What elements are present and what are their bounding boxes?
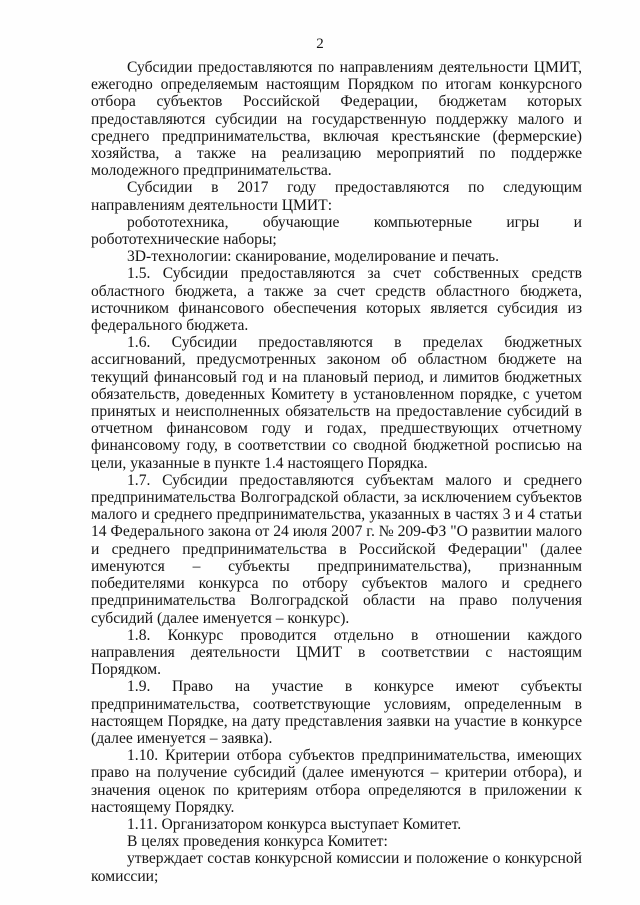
paragraph-commission-approval: утверждает состав конкурсной комиссии и положение о конкурсной комиссии; [91,850,582,885]
paragraph-2017-directions: Субсидии в 2017 году предоставляются по следующим направлениям деятельности ЦМИТ: [91,179,582,214]
paragraph-1-8: 1.8. Конкурс проводится отдельно в отношении каждого направления деятельности ЦМИТ в соответствии с настоящим Порядком. [91,626,582,679]
paragraph-1-10: 1.10. Критерии отбора субъектов предпринимательства, имеющих право на получение субсидий (далее именуются – критерии отбора), и значения оценок по критериям отбора определяются в приложении к настоящему Порядку. [91,747,582,816]
paragraph-1-9: 1.9. Право на участие в конкурсе имеют субъекты предпринимательства, соответствующие условиям, определенным в настоящем Порядке, на дату представления заявки на участие в конкурсе (далее именуется – заявка). [91,678,582,747]
page-number: 2 [316,36,324,52]
paragraph-1-11: 1.11. Организатором конкурса выступает Комитет. [127,815,462,833]
paragraph-3d-technologies: 3D-технологии: сканирование, моделирование и печать. [127,248,500,266]
paragraph-robotics: робототехника, обучающие компьютерные игры и робототехнические наборы; [91,213,582,249]
paragraph-committee-actions: В целях проведения конкурса Комитет: [127,833,388,851]
document-body [91,59,582,885]
paragraph-subsidy-directions: Субсидии предоставляются по направлениям деятельности ЦМИТ, ежегодно определяемым настоящим Порядком по итогам конкурсного отбора субъектов Российской Федерации, бюджетам которых предоставляются субсидии на государственную поддержку малого и среднего предпринимательства, включая крестьянские (фермерские) хозяйства, а также на реализацию мероприятий по поддержке молодежного предпринимательства. [91,59,582,180]
paragraph-1-5: 1.5. Субсидии предоставляются за счет собственных средств областного бюджета, а также за счет средств областного бюджета, источником финансового обеспечения которых является субсидия из федерального бюджета. [91,265,582,335]
paragraph-1-6: 1.6. Субсидии предоставляются в пределах бюджетных ассигнований, предусмотренных законом об областном бюджете на текущий финансовый год и на плановый период, и лимитов бюджетных обязательств, доведенных Комитету в установленном порядке, с учетом принятых и неисполненных обязательств на предоставление субсидий в отчетном финансовом году и годах, предшествующих отчетному финансовому году, в соответствии со сводной бюджетной росписью на цели, указанные в пункте 1.4 настоящего Порядка. [91,334,582,472]
paragraph-1-7: 1.7. Субсидии предоставляются субъектам малого и среднего предпринимательства Волгоградской области, за исключением субъектов малого и среднего предпринимательства, указанных в частях 3 и 4 статьи 14 Федерального закона от 24 июля 2007 г. № 209-ФЗ "О развитии малого и среднего предпринимательства в Российской Федерации" (далее именуются – субъекты предпринимательства), признанным победителями конкурса по отбору субъектов малого и среднего предпринимательства Волгоградской области на право получения субсидий (далее именуется – конкурс). [91,471,582,627]
